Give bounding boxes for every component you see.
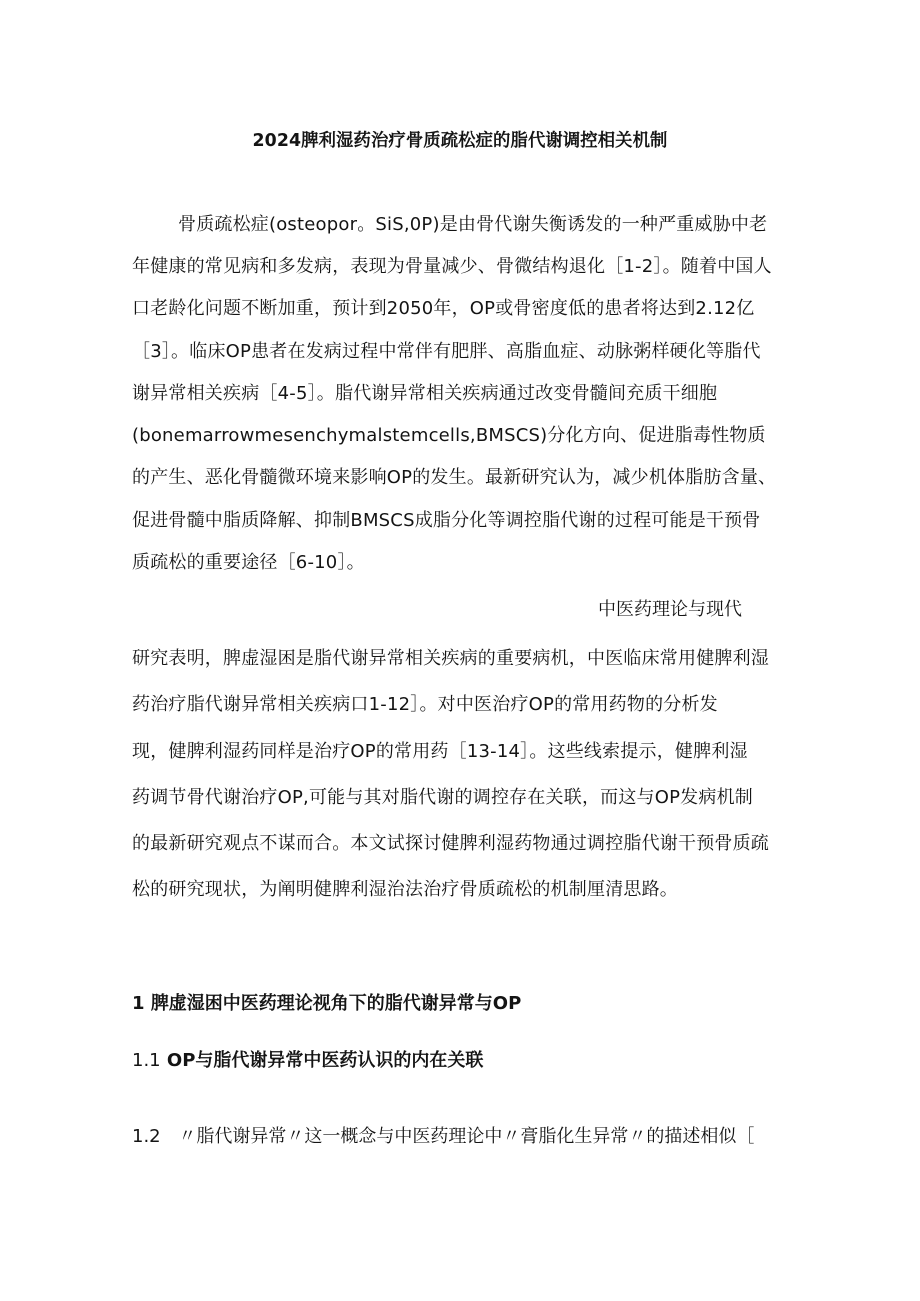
tcm-line: 的最新研究观点不谋而合。本文试探讨健脾利湿药物通过调控脂代谢干预骨质疏 <box>132 833 769 854</box>
intro-line: 质疏松的重要途径［6-10］。 <box>132 552 365 573</box>
tcm-line: 药治疗脂代谢异常相关疾病口1-12］。对中医治疗OP的常用药物的分析发 <box>132 694 718 715</box>
section-text: 〃脂代谢异常〃这一概念与中医药理论中〃膏脂化生异常〃的描述相似［ <box>178 1126 755 1147</box>
tcm-line: 松的研究现状，为阐明健脾利湿治法治疗骨质疏松的机制厘清思路。 <box>132 879 678 900</box>
document-title: 2024脾利湿药治疗骨质疏松症的脂代谢调控相关机制 <box>252 131 668 151</box>
section-1-heading <box>132 991 521 1017</box>
section-1-1-heading <box>132 1048 483 1074</box>
tcm-line: 研究表明，脾虚湿困是脂代谢异常相关疾病的重要病机，中医临床常用健脾利湿 <box>132 648 769 669</box>
intro-line: 骨质疏松症(osteopor。SiS,0P)是由骨代谢失衡诱发的一种严重威胁中老 <box>178 214 768 235</box>
intro-tail: 中医药理论与现代 <box>598 599 742 620</box>
section-number: 1.2 <box>132 1126 161 1147</box>
section-number: 1.1 <box>132 1050 161 1071</box>
section-title: OP与脂代谢异常中医药认识的内在关联 <box>166 1050 484 1071</box>
tcm-line: 药调节骨代谢治疗OP,可能与其对脂代谢的调控存在关联，而这与OP发病机制 <box>132 787 753 808</box>
section-title: 脾虚湿困中医药理论视角下的脂代谢异常与OP <box>150 993 522 1014</box>
intro-line: 谢异常相关疾病［4-5］。脂代谢异常相关疾病通过改变骨髓间充质干细胞 <box>132 383 718 404</box>
section-1-2-line <box>132 1124 754 1150</box>
intro-line: 年健康的常见病和多发病，表现为骨量减少、骨微结构退化［1-2］。随着中国人 <box>132 256 772 277</box>
intro-line: (bonemarrowmesenchymalstemcells,BMSCS)分化方向、促进脂毒性物质 <box>132 425 766 446</box>
intro-line: 的产生、恶化骨髓微环境来影响OP的发生。最新研究认为，减少机体脂肪含量、 <box>132 467 777 488</box>
intro-line: ［3］。临床OP患者在发病过程中常伴有肥胖、高脂血症、动脉粥样硬化等脂代 <box>132 341 761 362</box>
section-number: 1 <box>132 993 145 1014</box>
intro-line: 促进骨髓中脂质降解、抑制BMSCS成脂分化等调控脂代谢的过程可能是干预骨 <box>132 510 761 531</box>
intro-line: 口老龄化问题不断加重，预计到2050年，OP或骨密度低的患者将达到2.12亿 <box>132 298 755 319</box>
tcm-line: 现，健脾利湿药同样是治疗OP的常用药［13-14］。这些线索提示，健脾利湿 <box>132 741 748 762</box>
